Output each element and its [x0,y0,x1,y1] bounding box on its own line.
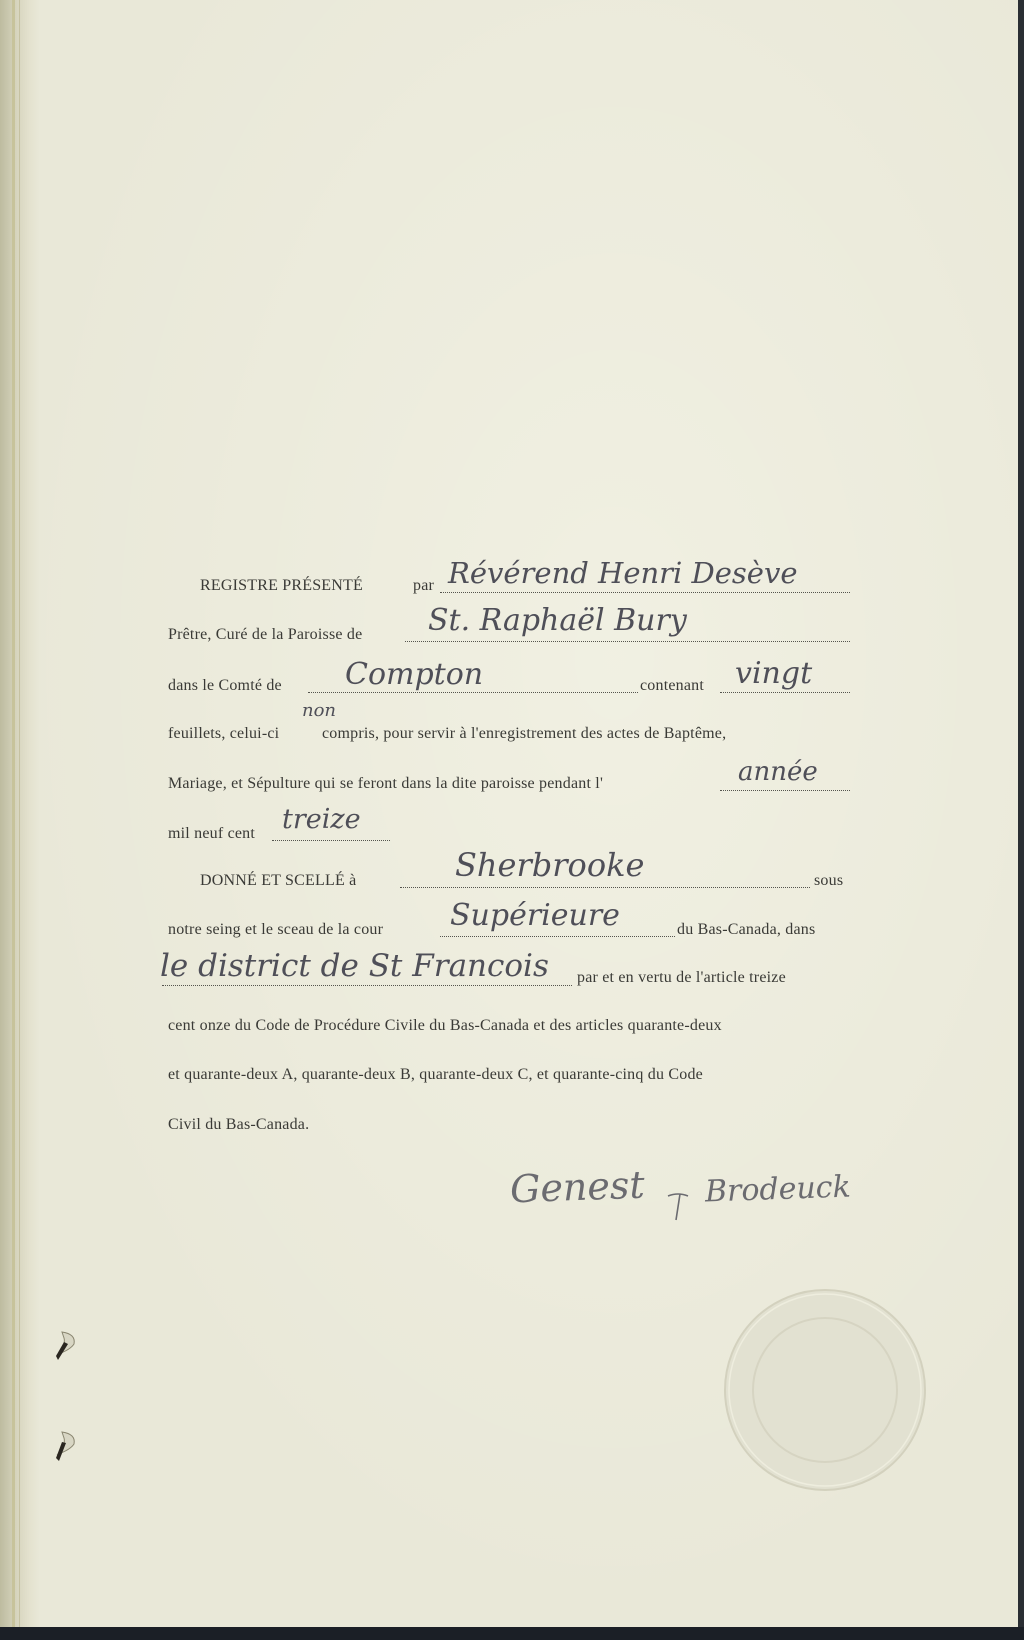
contenant-label: contenant [640,677,704,694]
scan-edge-bottom [0,1627,1024,1640]
fill-line-9 [162,985,572,986]
punch-hole-lower [52,1428,82,1462]
fill-line-5 [720,790,850,791]
binding-edge [0,0,40,1640]
handwritten-year-word: treize [282,804,361,835]
fill-line-8 [440,936,675,937]
embossed-court-seal [720,1285,930,1495]
handwritten-district: le district de St Francois [160,948,549,984]
handwritten-county: Compton [345,657,484,692]
handwritten-annee: année [738,757,818,787]
handwritten-parish-name: St. Raphaël Bury [428,603,687,638]
handwritten-correction-non: non [302,700,337,721]
fill-line-3a [308,692,638,693]
fill-line-6 [272,840,390,841]
bas-canada-dans-label: du Bas-Canada, dans [677,921,816,938]
code-procedure-line: cent onze du Code de Procédure Civile du Bas-Canada et des articles quarante-deux [168,1017,722,1034]
donne-scelle-label: DONNÉ ET SCELLÉ à [200,872,357,889]
mariage-label: Mariage, et Sépulture qui se feront dans la dite paroisse pendant l' [168,775,604,792]
fill-line-2 [405,641,850,642]
binding-line [12,0,15,1640]
compris-label: compris, pour servir à l'enregistrement des actes de Baptême, [322,725,727,742]
cure-paroisse-label: Prêtre, Curé de la Paroisse de [168,626,363,643]
handwritten-priest-name: Révérend Henri Desève [448,556,798,590]
signature-flourish [666,1184,696,1224]
mil-neuf-cent-label: mil neuf cent [168,825,256,842]
feuillets-label: feuillets, celui-ci [168,725,280,742]
handwritten-leaf-count: vingt [735,656,813,691]
comte-label: dans le Comté de [168,677,282,694]
fill-line-7 [400,887,810,888]
scan-edge-right [1018,0,1024,1640]
fill-line-3b [720,692,850,693]
handwritten-court: Supérieure [450,898,620,933]
seing-sceau-label: notre seing et le sceau de la cour [168,921,384,938]
vertu-article-label: par et en vertu de l'article treize [577,969,786,986]
punch-hole-upper [52,1328,82,1362]
registre-label: REGISTRE PRÉSENTÉ [200,577,363,594]
sous-label: sous [814,872,844,889]
handwritten-place: Sherbrooke [455,846,645,884]
par-label: par [413,577,435,594]
fill-line-1 [440,592,850,593]
articles-line: et quarante-deux A, quarante-deux B, quarante-deux C, et quarante-cinq du Code [168,1066,703,1083]
code-civil-line: Civil du Bas-Canada. [168,1116,310,1133]
signature-genest: Genest [509,1162,646,1212]
signature-brodeuck: Brodeuck [704,1169,852,1210]
binding-line-secondary [19,0,20,1640]
